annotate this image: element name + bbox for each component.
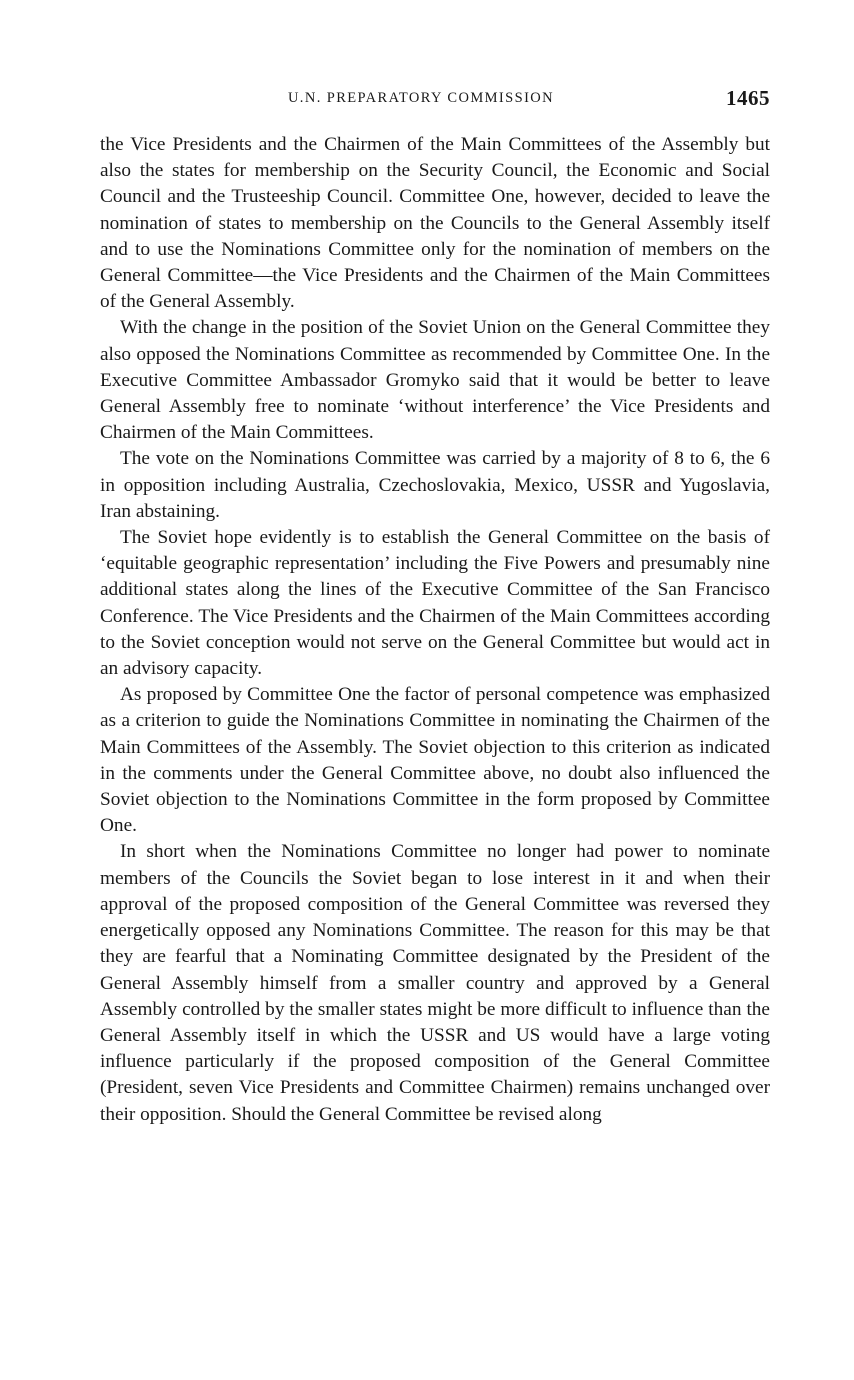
running-title: U.N. PREPARATORY COMMISSION xyxy=(287,90,555,106)
page-number: 1465 xyxy=(726,86,770,110)
paragraph-continued: the Vice Presidents and the Chairmen of the Main Committees of the Assembly but also the states for membership on the Security Council, the Economic and Social Council and the Trusteeship Council. Committee One, however, decided to leave the nomination of states to membership on the Councils to the General Assembly itself and to use the Nominations Committee only for the nomination of members on the General Committee—the Vice Presidents and the Chairmen of the Main Committees of the General Assembly. xyxy=(100,134,770,313)
paragraph: As proposed by Committee One the factor of personal competence was emphasized as a criterion to guide the Nominations Committee in nominating the Chairmen of the Main Committees of the Assembly. The Soviet objection to this criterion as indicated in the comments under the General Committee above, no doubt also influenced the Soviet objection to the Nominations Committee in the form proposed by Committee One. xyxy=(100,684,770,837)
paragraph: In short when the Nominations Committee no longer had power to nominate members of the Councils the Soviet began to lose interest in it and when their approval of the proposed composition of the General Committee was reversed they energetically opposed any Nominations Committee. The reason for this may be that they are fearful that a Nominating Committee designated by the President of the General Assembly himself from a smaller country and approved by a General Assembly controlled by the smaller states might be more difficult to influence than the General Assembly itself in which the USSR and US would have a large voting influence particularly if the proposed composition of the General Committee (President, seven Vice Presidents and Committee Chairmen) remains unchanged over their opposition. Should the General Committee be revised along xyxy=(100,841,770,1125)
document-page xyxy=(100,86,770,1128)
paragraph: The vote on the Nominations Committee was carried by a majority of 8 to 6, the 6 in opposition including Australia, Czechoslovakia, Mexico, USSR and Yugoslavia, Iran abstaining. xyxy=(100,448,770,522)
running-header xyxy=(100,86,770,116)
paragraph: The Soviet hope evidently is to establish the General Committee on the basis of ‘equitable geographic representation’ including the Five Powers and presumably nine additional states along the lines of the Executive Committee of the San Francisco Conference. The Vice Presidents and the Chairmen of the Main Committees according to the Soviet conception would not serve on the General Committee but would act in an advisory capacity. xyxy=(100,527,770,680)
paragraph: With the change in the position of the Soviet Union on the General Committee they also opposed the Nominations Committee as recommended by Committee One. In the Executive Committee Ambassador Gromyko said that it would be better to leave General Assembly free to nominate ‘without interference’ the Vice Presidents and Chairmen of the Main Committees. xyxy=(100,317,770,444)
body-text xyxy=(100,132,770,1128)
